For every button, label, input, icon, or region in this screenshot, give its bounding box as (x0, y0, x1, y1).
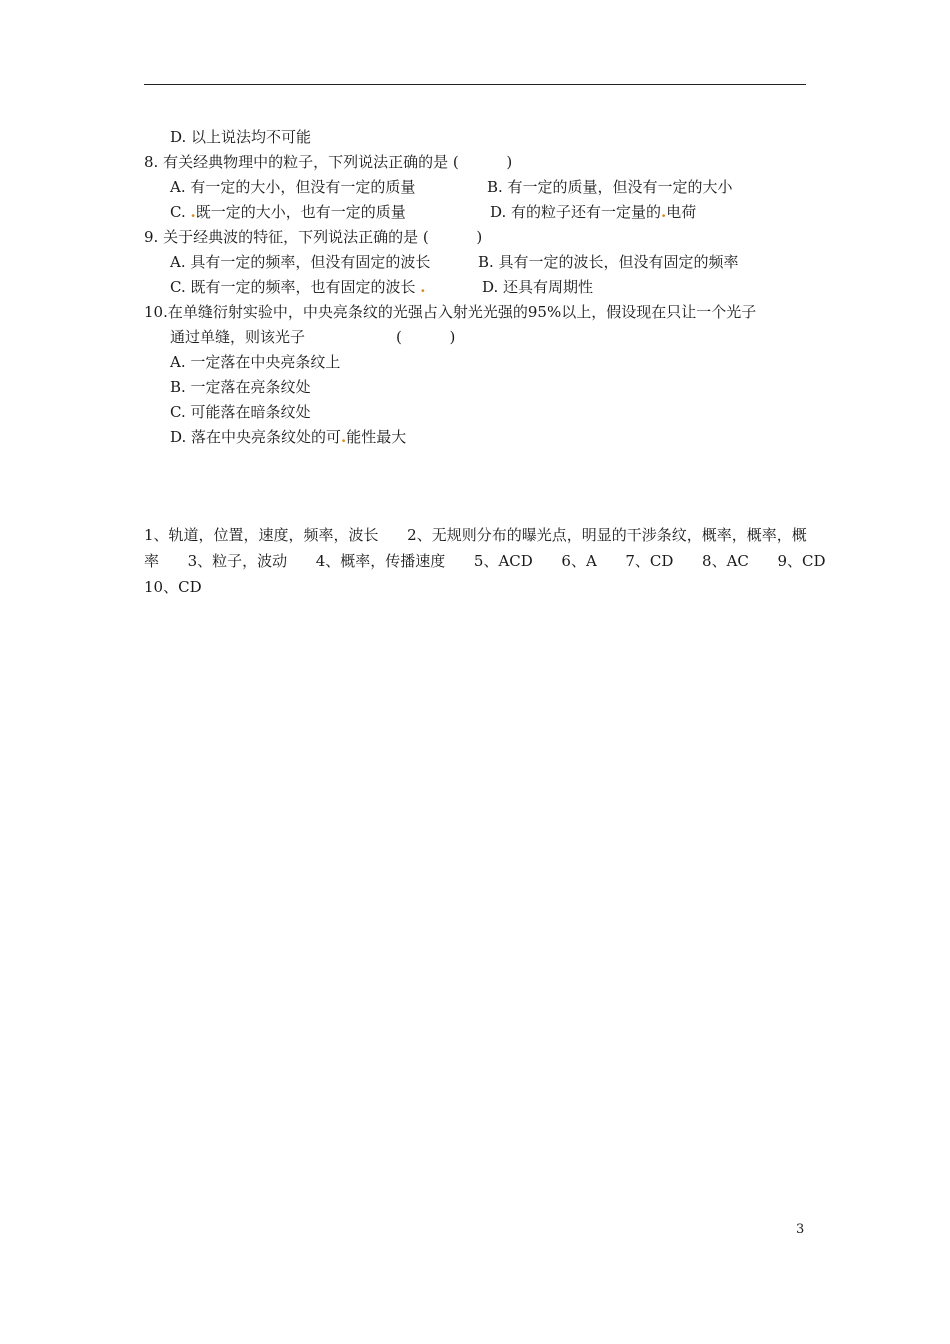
q10-option-d-prefix: D. 落在中央亮条纹处的可 (170, 428, 342, 446)
stray-mark: . (341, 428, 347, 446)
q9-option-c-text: C. 既有一定的频率，也有固定的波长 (170, 278, 416, 296)
q8-option-c-text: 既一定的大小，也有一定的质量 (195, 203, 406, 221)
q9-option-b: B. 具有一定的波长，但没有固定的频率 (478, 253, 739, 271)
answer-key-line-2: 率 3、粒子，波动 4、概率，传播速度 5、ACD 6、A 7、CD 8、AC 9、CD (144, 552, 826, 570)
q9-stem: 9. 关于经典波的特征，下列说法正确的是 ( ) (144, 228, 483, 246)
q10-answer-paren: ( ) (396, 328, 456, 346)
q10-option-c: C. 可能落在暗条纹处 (170, 403, 311, 421)
header-rule (144, 84, 806, 85)
q9-option-c (170, 277, 426, 297)
answer-key-line-1: 1、轨道，位置，速度，频率，波长 2、无规则分布的曝光点，明显的干涉条纹，概率，概率，概 (144, 526, 807, 544)
q10-stem-line2: 通过单缝，则该光子 (170, 328, 306, 346)
q8-option-a: A. 有一定的大小，但没有一定的质量 (170, 178, 416, 196)
q9-option-d: D. 还具有周期性 (482, 278, 594, 296)
stray-mark: . (190, 203, 196, 221)
q8-option-d-prefix: D. 有的粒子还有一定量的 (490, 203, 662, 221)
q8-option-d-text: 电荷 (666, 203, 697, 221)
q8-option-c (170, 202, 406, 222)
q10-option-a: A. 一定落在中央亮条纹上 (170, 353, 341, 371)
stray-mark: . (661, 203, 667, 221)
q10-option-d-text: 能性最大 (346, 428, 407, 446)
q8-option-c-prefix: C. (170, 203, 191, 221)
q10-option-d (170, 427, 406, 447)
q8-stem: 8. 有关经典物理中的粒子，下列说法正确的是 ( ) (144, 153, 513, 171)
q8-option-b: B. 有一定的质量，但没有一定的大小 (487, 178, 733, 196)
stray-mark: . (420, 278, 426, 296)
q7-option-d: D. 以上说法均不可能 (170, 128, 312, 146)
q10-stem-line1: 10.在单缝衍射实验中，中央亮条纹的光强占入射光光强的95%以上，假设现在只让一个光子 (144, 303, 757, 321)
answer-key-line-3: 10、CD (144, 578, 202, 596)
q10-option-b: B. 一定落在亮条纹处 (170, 378, 311, 396)
q9-option-a: A. 具有一定的频率，但没有固定的波长 (170, 253, 431, 271)
page-number: 3 (796, 1222, 805, 1237)
q8-option-d (490, 202, 696, 222)
